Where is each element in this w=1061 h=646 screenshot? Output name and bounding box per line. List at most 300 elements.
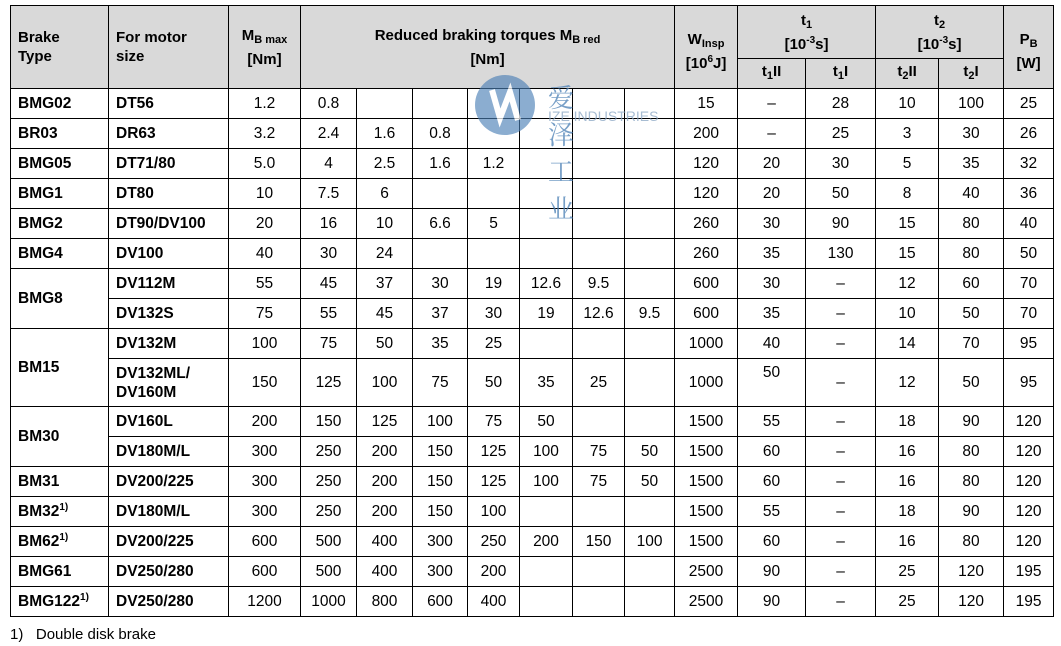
- t2-i-cell: 80: [939, 239, 1004, 269]
- table-row: [11, 557, 1054, 587]
- t2-i-cell: 80: [939, 437, 1004, 467]
- reduced-torque-cell: 500: [301, 527, 357, 557]
- reduced-torque-cell: 250: [301, 467, 357, 497]
- reduced-torque-cell: 400: [357, 557, 413, 587]
- winsp-cell: 120: [675, 149, 738, 179]
- reduced-torque-cell: 50: [520, 407, 573, 437]
- t1-ii-cell: –: [738, 119, 806, 149]
- reduced-torque-cell: [573, 149, 625, 179]
- table-row: [11, 359, 1054, 407]
- t2-i-cell: 70: [939, 329, 1004, 359]
- reduced-torque-cell: 75: [413, 359, 468, 407]
- table-row: [11, 239, 1054, 269]
- reduced-torque-cell: 50: [625, 467, 675, 497]
- brake-type: BMG8: [18, 289, 63, 307]
- motor-size-cell: DV250/280: [109, 557, 229, 587]
- pb-cell: 195: [1004, 557, 1054, 587]
- reduced-torque-cell: 125: [468, 437, 520, 467]
- reduced-torque-cell: 1.6: [357, 119, 413, 149]
- brake-type: BMG02: [18, 94, 72, 112]
- reduced-torque-cell: 400: [357, 527, 413, 557]
- t1-i-cell: –: [806, 359, 876, 407]
- table-row: [11, 89, 1054, 119]
- table-row: [11, 209, 1054, 239]
- t1-i-cell: 130: [806, 239, 876, 269]
- reduced-torque-cell: [413, 239, 468, 269]
- mb-max-cell: 300: [229, 437, 301, 467]
- t2-i-cell: 90: [939, 497, 1004, 527]
- reduced-torque-cell: [625, 587, 675, 617]
- t1-i-cell: –: [806, 299, 876, 329]
- motor-size-cell: DV200/225: [109, 527, 229, 557]
- footnote-ref: 1): [59, 501, 69, 513]
- reduced-torque-cell: [468, 179, 520, 209]
- t1-ii-cell: 35: [738, 299, 806, 329]
- brake-type: BMG2: [18, 214, 63, 232]
- t1-i-cell: –: [806, 497, 876, 527]
- reduced-torque-cell: 400: [468, 587, 520, 617]
- pb-cell: 25: [1004, 89, 1054, 119]
- reduced-torque-cell: [625, 497, 675, 527]
- reduced-torque-cell: 125: [357, 407, 413, 437]
- pb-cell: 32: [1004, 149, 1054, 179]
- t1-ii-cell: 60: [738, 467, 806, 497]
- pb-cell: 120: [1004, 527, 1054, 557]
- t1-i-cell: 50: [806, 179, 876, 209]
- brake-type-cell: [11, 89, 109, 119]
- t2-ii-cell: 3: [876, 119, 939, 149]
- t1-ii-cell: 60: [738, 527, 806, 557]
- reduced-torque-cell: 37: [357, 269, 413, 299]
- reduced-torque-cell: [520, 329, 573, 359]
- motor-size-cell: DV180M/L: [109, 437, 229, 467]
- brake-type-cell: [11, 179, 109, 209]
- table-row: [11, 437, 1054, 467]
- brake-type: BM31: [18, 472, 60, 490]
- reduced-torque-cell: 10: [357, 209, 413, 239]
- brake-type: BMG4: [18, 244, 63, 262]
- reduced-torque-cell: 12.6: [520, 269, 573, 299]
- mb-max-cell: 1200: [229, 587, 301, 617]
- mb-max-cell: 100: [229, 329, 301, 359]
- table-row: [11, 497, 1054, 527]
- reduced-torque-cell: 150: [573, 527, 625, 557]
- reduced-torque-cell: [520, 239, 573, 269]
- reduced-torque-cell: 30: [413, 269, 468, 299]
- winsp-cell: 260: [675, 209, 738, 239]
- t1-i-cell: 28: [806, 89, 876, 119]
- motor-size-cell: DR63: [109, 119, 229, 149]
- t1-i-cell: –: [806, 587, 876, 617]
- reduced-torque-cell: 9.5: [573, 269, 625, 299]
- winsp-cell: 120: [675, 179, 738, 209]
- reduced-torque-cell: [520, 587, 573, 617]
- reduced-torque-cell: [573, 89, 625, 119]
- motor-size-cell: DV132M: [109, 329, 229, 359]
- reduced-torque-cell: 100: [625, 527, 675, 557]
- t1-i-cell: –: [806, 527, 876, 557]
- t2-ii-cell: 18: [876, 407, 939, 437]
- header-brake-type: Brake Type: [11, 6, 109, 89]
- motor-size-cell: DV100: [109, 239, 229, 269]
- reduced-torque-cell: [625, 269, 675, 299]
- reduced-torque-cell: 30: [468, 299, 520, 329]
- reduced-torque-cell: [573, 209, 625, 239]
- header-mb-max: $M_{B max}$ [Nm]: [229, 6, 301, 89]
- t2-ii-cell: 10: [876, 299, 939, 329]
- table-row: [11, 407, 1054, 437]
- reduced-torque-cell: 30: [301, 239, 357, 269]
- reduced-torque-cell: 250: [301, 437, 357, 467]
- mb-max-cell: 200: [229, 407, 301, 437]
- watermark-english: IZE INDUSTRIES: [548, 108, 659, 124]
- motor-size-cell: DV132S: [109, 299, 229, 329]
- t2-ii-cell: 15: [876, 239, 939, 269]
- reduced-torque-cell: 50: [357, 329, 413, 359]
- reduced-torque-cell: 50: [468, 359, 520, 407]
- brake-type-cell: [11, 239, 109, 269]
- reduced-torque-cell: 24: [357, 239, 413, 269]
- t2-i-cell: 80: [939, 209, 1004, 239]
- reduced-torque-cell: [625, 89, 675, 119]
- t1-ii-cell: 20: [738, 149, 806, 179]
- table-row: [11, 467, 1054, 497]
- reduced-torque-cell: 19: [468, 269, 520, 299]
- reduced-torque-cell: 19: [520, 299, 573, 329]
- pb-cell: 26: [1004, 119, 1054, 149]
- winsp-cell: 1500: [675, 527, 738, 557]
- reduced-torque-cell: 35: [520, 359, 573, 407]
- reduced-torque-cell: 150: [413, 497, 468, 527]
- reduced-torque-cell: [625, 329, 675, 359]
- winsp-cell: 1500: [675, 497, 738, 527]
- reduced-torque-cell: [573, 179, 625, 209]
- reduced-torque-cell: 300: [413, 557, 468, 587]
- pb-cell: 70: [1004, 269, 1054, 299]
- reduced-torque-cell: 100: [468, 497, 520, 527]
- table-row: [11, 119, 1054, 149]
- header-reduced-torques: Reduced braking torques $M_{B red}$ [Nm]: [301, 6, 675, 89]
- reduced-torque-cell: [573, 497, 625, 527]
- table-row: [11, 149, 1054, 179]
- reduced-torque-cell: 2.5: [357, 149, 413, 179]
- reduced-torque-cell: 6.6: [413, 209, 468, 239]
- motor-size-cell: DT71/80: [109, 149, 229, 179]
- mb-max-cell: 40: [229, 239, 301, 269]
- reduced-torque-cell: [520, 119, 573, 149]
- brake-type: BMG122: [18, 592, 81, 610]
- reduced-torque-cell: [520, 209, 573, 239]
- table-row: [11, 587, 1054, 617]
- mb-max-cell: 150: [229, 359, 301, 407]
- reduced-torque-cell: 200: [468, 557, 520, 587]
- t2-i-cell: 40: [939, 179, 1004, 209]
- reduced-torque-cell: 55: [301, 299, 357, 329]
- header-t1: $t_1$ $[10^{-3}s]$: [738, 6, 876, 59]
- t1-ii-cell: 35: [738, 239, 806, 269]
- t1-i-cell: 90: [806, 209, 876, 239]
- winsp-cell: 260: [675, 239, 738, 269]
- reduced-torque-cell: [468, 239, 520, 269]
- reduced-torque-cell: 150: [413, 437, 468, 467]
- t2-ii-cell: 18: [876, 497, 939, 527]
- brake-data-table: [10, 5, 1054, 617]
- t1-ii-cell: 50: [738, 359, 806, 407]
- reduced-torque-cell: [520, 89, 573, 119]
- reduced-torque-cell: [625, 557, 675, 587]
- reduced-torque-cell: 100: [520, 437, 573, 467]
- brake-type-cell: [11, 209, 109, 239]
- reduced-torque-cell: [520, 557, 573, 587]
- winsp-cell: 600: [675, 269, 738, 299]
- reduced-torque-cell: [625, 149, 675, 179]
- reduced-torque-cell: [573, 557, 625, 587]
- reduced-torque-cell: 35: [413, 329, 468, 359]
- motor-size-cell: DT80: [109, 179, 229, 209]
- footnote-mark: 1): [10, 626, 24, 643]
- brake-type: BM62: [18, 532, 60, 550]
- t2-ii-cell: 14: [876, 329, 939, 359]
- t1-i-cell: –: [806, 329, 876, 359]
- reduced-torque-cell: 16: [301, 209, 357, 239]
- brake-type: BM32: [18, 502, 60, 520]
- brake-type-cell: [11, 497, 109, 527]
- pb-cell: 120: [1004, 407, 1054, 437]
- header-t1-i: $t_1I$: [806, 59, 876, 89]
- brake-type: BMG61: [18, 562, 72, 580]
- reduced-torque-cell: 300: [413, 527, 468, 557]
- t1-i-cell: –: [806, 407, 876, 437]
- reduced-torque-cell: 150: [413, 467, 468, 497]
- brake-type-cell: [11, 329, 109, 407]
- reduced-torque-cell: [413, 179, 468, 209]
- reduced-torque-cell: 4: [301, 149, 357, 179]
- reduced-torque-cell: 25: [573, 359, 625, 407]
- pb-cell: 120: [1004, 467, 1054, 497]
- reduced-torque-cell: 200: [357, 497, 413, 527]
- t2-ii-cell: 15: [876, 209, 939, 239]
- reduced-torque-cell: [468, 89, 520, 119]
- t2-i-cell: 50: [939, 299, 1004, 329]
- motor-size-cell: DV180M/L: [109, 497, 229, 527]
- mb-max-cell: 300: [229, 467, 301, 497]
- pb-cell: 70: [1004, 299, 1054, 329]
- footnote: [10, 626, 156, 643]
- brake-type: BM30: [18, 427, 60, 445]
- footnote-ref: 1): [80, 591, 89, 603]
- reduced-torque-cell: 75: [468, 407, 520, 437]
- reduced-torque-cell: 800: [357, 587, 413, 617]
- reduced-torque-cell: 75: [301, 329, 357, 359]
- brake-type-cell: [11, 587, 109, 617]
- reduced-torque-cell: 6: [357, 179, 413, 209]
- t1-i-cell: 30: [806, 149, 876, 179]
- reduced-torque-cell: [520, 497, 573, 527]
- brake-type-cell: [11, 467, 109, 497]
- header-t2: $t_2$ $[10^{-3}s]$: [876, 6, 1004, 59]
- brake-type: BR03: [18, 124, 58, 142]
- brake-type-cell: [11, 269, 109, 329]
- reduced-torque-cell: 45: [301, 269, 357, 299]
- reduced-torque-cell: 1.6: [413, 149, 468, 179]
- reduced-torque-cell: [573, 239, 625, 269]
- motor-size-cell: DT56: [109, 89, 229, 119]
- motor-size-cell: DV132ML/ DV160M: [109, 359, 229, 407]
- header-t2-i: $t_2I$: [939, 59, 1004, 89]
- reduced-torque-cell: 250: [468, 527, 520, 557]
- reduced-torque-cell: 2.4: [301, 119, 357, 149]
- mb-max-cell: 55: [229, 269, 301, 299]
- table-row: [11, 269, 1054, 299]
- brake-type-cell: [11, 119, 109, 149]
- mb-max-cell: 600: [229, 557, 301, 587]
- reduced-torque-cell: 500: [301, 557, 357, 587]
- pb-cell: 36: [1004, 179, 1054, 209]
- t2-ii-cell: 12: [876, 359, 939, 407]
- table-row: [11, 527, 1054, 557]
- reduced-torque-cell: 200: [520, 527, 573, 557]
- t2-i-cell: 50: [939, 359, 1004, 407]
- winsp-cell: 1500: [675, 407, 738, 437]
- reduced-torque-cell: [573, 119, 625, 149]
- mb-max-cell: 1.2: [229, 89, 301, 119]
- reduced-torque-cell: [573, 329, 625, 359]
- reduced-torque-cell: [573, 587, 625, 617]
- reduced-torque-cell: 600: [413, 587, 468, 617]
- table-row: [11, 329, 1054, 359]
- reduced-torque-cell: 7.5: [301, 179, 357, 209]
- reduced-torque-cell: 12.6: [573, 299, 625, 329]
- mb-max-cell: 3.2: [229, 119, 301, 149]
- reduced-torque-cell: 5: [468, 209, 520, 239]
- footnote-text: Double disk brake: [35, 626, 156, 643]
- pb-cell: 95: [1004, 329, 1054, 359]
- motor-size-cell: DV200/225: [109, 467, 229, 497]
- reduced-torque-cell: 100: [520, 467, 573, 497]
- reduced-torque-cell: [468, 119, 520, 149]
- watermark-chinese: 爱泽工业: [548, 84, 576, 225]
- reduced-torque-cell: 200: [357, 437, 413, 467]
- brake-type-cell: [11, 149, 109, 179]
- reduced-torque-cell: 45: [357, 299, 413, 329]
- brake-type-cell: [11, 557, 109, 587]
- t1-i-cell: 25: [806, 119, 876, 149]
- reduced-torque-cell: 100: [357, 359, 413, 407]
- t2-ii-cell: 10: [876, 89, 939, 119]
- header-winsp: $W_{Insp}$ $[10^6J]$: [675, 6, 738, 89]
- pb-cell: 50: [1004, 239, 1054, 269]
- t2-ii-cell: 8: [876, 179, 939, 209]
- mb-max-cell: 600: [229, 527, 301, 557]
- reduced-torque-cell: 50: [625, 437, 675, 467]
- pb-cell: 40: [1004, 209, 1054, 239]
- pb-cell: 120: [1004, 497, 1054, 527]
- mb-max-cell: 10: [229, 179, 301, 209]
- winsp-cell: 200: [675, 119, 738, 149]
- t1-i-cell: –: [806, 269, 876, 299]
- t1-ii-cell: 90: [738, 557, 806, 587]
- reduced-torque-cell: 37: [413, 299, 468, 329]
- t2-i-cell: 90: [939, 407, 1004, 437]
- t1-ii-cell: 40: [738, 329, 806, 359]
- winsp-cell: 2500: [675, 587, 738, 617]
- reduced-torque-cell: [520, 149, 573, 179]
- footnote-ref: 1): [59, 531, 69, 543]
- reduced-torque-cell: 75: [573, 437, 625, 467]
- header-pb: $P_B$ [W]: [1004, 6, 1054, 89]
- reduced-torque-cell: 150: [301, 407, 357, 437]
- t1-ii-cell: 60: [738, 437, 806, 467]
- motor-size-cell: DV250/280: [109, 587, 229, 617]
- motor-size-cell: DV160L: [109, 407, 229, 437]
- winsp-cell: 2500: [675, 557, 738, 587]
- reduced-torque-cell: [625, 209, 675, 239]
- reduced-torque-cell: 9.5: [625, 299, 675, 329]
- t2-i-cell: 30: [939, 119, 1004, 149]
- t2-i-cell: 120: [939, 587, 1004, 617]
- winsp-cell: 1000: [675, 329, 738, 359]
- reduced-torque-cell: 200: [357, 467, 413, 497]
- t1-ii-cell: 20: [738, 179, 806, 209]
- reduced-torque-cell: [573, 407, 625, 437]
- t1-i-cell: –: [806, 467, 876, 497]
- brake-type: BM15: [18, 358, 60, 376]
- brake-type-cell: [11, 527, 109, 557]
- t1-i-cell: –: [806, 437, 876, 467]
- t2-ii-cell: 25: [876, 557, 939, 587]
- t1-ii-cell: 55: [738, 497, 806, 527]
- t2-ii-cell: 25: [876, 587, 939, 617]
- pb-cell: 195: [1004, 587, 1054, 617]
- mb-max-cell: 75: [229, 299, 301, 329]
- t1-i-cell: –: [806, 557, 876, 587]
- winsp-cell: 600: [675, 299, 738, 329]
- winsp-cell: 15: [675, 89, 738, 119]
- header-t2-ii: $t_2II$: [876, 59, 939, 89]
- table-row: [11, 179, 1054, 209]
- reduced-torque-cell: [520, 179, 573, 209]
- reduced-torque-cell: [625, 239, 675, 269]
- reduced-torque-cell: 25: [468, 329, 520, 359]
- reduced-torque-cell: 100: [413, 407, 468, 437]
- reduced-torque-cell: [625, 119, 675, 149]
- header-motor-size: For motor size: [109, 6, 229, 89]
- t2-i-cell: 80: [939, 467, 1004, 497]
- reduced-torque-cell: [625, 179, 675, 209]
- reduced-torque-cell: [625, 359, 675, 407]
- mb-max-cell: 20: [229, 209, 301, 239]
- reduced-torque-cell: 1.2: [468, 149, 520, 179]
- brake-type: BMG05: [18, 154, 72, 172]
- t1-ii-cell: –: [738, 89, 806, 119]
- t2-ii-cell: 16: [876, 527, 939, 557]
- winsp-cell: 1500: [675, 437, 738, 467]
- reduced-torque-cell: 75: [573, 467, 625, 497]
- motor-size-cell: DV112M: [109, 269, 229, 299]
- t1-ii-cell: 30: [738, 269, 806, 299]
- reduced-torque-cell: 250: [301, 497, 357, 527]
- reduced-torque-cell: 125: [301, 359, 357, 407]
- t2-i-cell: 80: [939, 527, 1004, 557]
- reduced-torque-cell: [625, 407, 675, 437]
- mb-max-cell: 5.0: [229, 149, 301, 179]
- pb-cell: 120: [1004, 437, 1054, 467]
- winsp-cell: 1500: [675, 467, 738, 497]
- reduced-torque-cell: 1000: [301, 587, 357, 617]
- t2-ii-cell: 16: [876, 437, 939, 467]
- t1-ii-cell: 90: [738, 587, 806, 617]
- brake-type-cell: [11, 407, 109, 467]
